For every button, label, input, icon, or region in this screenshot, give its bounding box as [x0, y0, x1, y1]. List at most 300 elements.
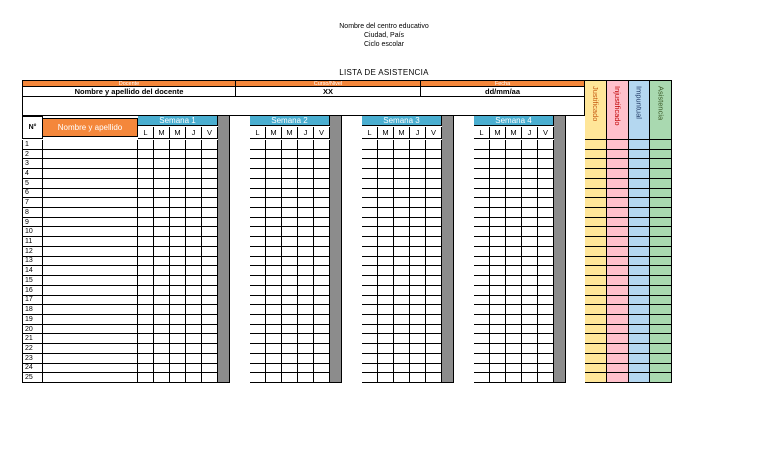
- attendance-cell[interactable]: [506, 140, 522, 150]
- attendance-cell[interactable]: [426, 354, 442, 364]
- summary-cell[interactable]: [585, 227, 607, 237]
- attendance-cell[interactable]: [138, 218, 154, 228]
- summary-cell[interactable]: [629, 354, 651, 364]
- attendance-cell[interactable]: [282, 159, 298, 169]
- attendance-cell[interactable]: [362, 150, 378, 160]
- attendance-cell[interactable]: [474, 373, 490, 383]
- attendance-cell[interactable]: [410, 227, 426, 237]
- summary-cell[interactable]: [585, 344, 607, 354]
- attendance-cell[interactable]: [394, 237, 410, 247]
- attendance-cell[interactable]: [474, 257, 490, 267]
- attendance-cell[interactable]: [490, 364, 506, 374]
- attendance-cell[interactable]: [138, 286, 154, 296]
- attendance-cell[interactable]: [362, 266, 378, 276]
- attendance-cell[interactable]: [154, 169, 170, 179]
- attendance-cell[interactable]: [250, 276, 266, 286]
- attendance-cell[interactable]: [474, 286, 490, 296]
- attendance-cell[interactable]: [282, 373, 298, 383]
- attendance-cell[interactable]: [154, 364, 170, 374]
- attendance-cell[interactable]: [394, 286, 410, 296]
- summary-cell[interactable]: [629, 315, 651, 325]
- attendance-cell[interactable]: [282, 218, 298, 228]
- attendance-cell[interactable]: [394, 296, 410, 306]
- student-name-cell[interactable]: [43, 354, 138, 364]
- summary-cell[interactable]: [650, 276, 672, 286]
- attendance-cell[interactable]: [250, 266, 266, 276]
- summary-cell[interactable]: [607, 159, 629, 169]
- attendance-cell[interactable]: [538, 286, 554, 296]
- attendance-cell[interactable]: [410, 218, 426, 228]
- attendance-cell[interactable]: [202, 325, 218, 335]
- attendance-cell[interactable]: [378, 325, 394, 335]
- summary-cell[interactable]: [650, 257, 672, 267]
- attendance-cell[interactable]: [490, 305, 506, 315]
- attendance-cell[interactable]: [298, 227, 314, 237]
- attendance-cell[interactable]: [410, 344, 426, 354]
- attendance-cell[interactable]: [394, 247, 410, 257]
- attendance-cell[interactable]: [138, 159, 154, 169]
- attendance-cell[interactable]: [138, 169, 154, 179]
- attendance-cell[interactable]: [410, 257, 426, 267]
- attendance-cell[interactable]: [474, 266, 490, 276]
- summary-cell[interactable]: [607, 344, 629, 354]
- attendance-cell[interactable]: [186, 140, 202, 150]
- attendance-cell[interactable]: [426, 169, 442, 179]
- attendance-cell[interactable]: [250, 315, 266, 325]
- attendance-cell[interactable]: [378, 218, 394, 228]
- attendance-cell[interactable]: [186, 198, 202, 208]
- summary-cell[interactable]: [650, 198, 672, 208]
- attendance-cell[interactable]: [314, 208, 330, 218]
- attendance-cell[interactable]: [170, 169, 186, 179]
- attendance-cell[interactable]: [186, 169, 202, 179]
- summary-cell[interactable]: [650, 315, 672, 325]
- attendance-cell[interactable]: [298, 364, 314, 374]
- attendance-cell[interactable]: [474, 198, 490, 208]
- attendance-cell[interactable]: [410, 140, 426, 150]
- attendance-cell[interactable]: [298, 315, 314, 325]
- attendance-cell[interactable]: [522, 354, 538, 364]
- attendance-cell[interactable]: [522, 159, 538, 169]
- attendance-cell[interactable]: [250, 189, 266, 199]
- summary-cell[interactable]: [607, 315, 629, 325]
- attendance-cell[interactable]: [298, 325, 314, 335]
- attendance-cell[interactable]: [282, 227, 298, 237]
- summary-cell[interactable]: [585, 257, 607, 267]
- attendance-cell[interactable]: [170, 344, 186, 354]
- attendance-cell[interactable]: [506, 325, 522, 335]
- attendance-cell[interactable]: [314, 140, 330, 150]
- attendance-cell[interactable]: [314, 179, 330, 189]
- attendance-cell[interactable]: [170, 179, 186, 189]
- attendance-cell[interactable]: [170, 296, 186, 306]
- attendance-cell[interactable]: [314, 364, 330, 374]
- attendance-cell[interactable]: [426, 140, 442, 150]
- attendance-cell[interactable]: [314, 296, 330, 306]
- attendance-cell[interactable]: [362, 237, 378, 247]
- summary-cell[interactable]: [585, 266, 607, 276]
- attendance-cell[interactable]: [298, 276, 314, 286]
- attendance-cell[interactable]: [410, 150, 426, 160]
- summary-cell[interactable]: [607, 237, 629, 247]
- attendance-cell[interactable]: [138, 140, 154, 150]
- attendance-cell[interactable]: [138, 296, 154, 306]
- attendance-cell[interactable]: [314, 198, 330, 208]
- attendance-cell[interactable]: [394, 198, 410, 208]
- attendance-cell[interactable]: [202, 227, 218, 237]
- attendance-cell[interactable]: [186, 334, 202, 344]
- attendance-cell[interactable]: [538, 237, 554, 247]
- summary-cell[interactable]: [650, 189, 672, 199]
- attendance-cell[interactable]: [538, 140, 554, 150]
- summary-cell[interactable]: [629, 189, 651, 199]
- student-name-cell[interactable]: [43, 286, 138, 296]
- summary-cell[interactable]: [629, 208, 651, 218]
- attendance-cell[interactable]: [298, 169, 314, 179]
- attendance-cell[interactable]: [394, 315, 410, 325]
- attendance-cell[interactable]: [170, 266, 186, 276]
- summary-cell[interactable]: [585, 325, 607, 335]
- attendance-cell[interactable]: [314, 276, 330, 286]
- attendance-cell[interactable]: [186, 325, 202, 335]
- attendance-cell[interactable]: [378, 354, 394, 364]
- student-name-cell[interactable]: [43, 276, 138, 286]
- attendance-cell[interactable]: [138, 373, 154, 383]
- attendance-cell[interactable]: [250, 373, 266, 383]
- attendance-cell[interactable]: [378, 257, 394, 267]
- attendance-cell[interactable]: [490, 189, 506, 199]
- attendance-cell[interactable]: [154, 354, 170, 364]
- attendance-cell[interactable]: [506, 198, 522, 208]
- summary-cell[interactable]: [585, 305, 607, 315]
- attendance-cell[interactable]: [426, 227, 442, 237]
- attendance-cell[interactable]: [410, 159, 426, 169]
- attendance-cell[interactable]: [378, 179, 394, 189]
- attendance-cell[interactable]: [250, 208, 266, 218]
- attendance-cell[interactable]: [506, 373, 522, 383]
- attendance-cell[interactable]: [154, 227, 170, 237]
- attendance-cell[interactable]: [250, 334, 266, 344]
- attendance-cell[interactable]: [202, 150, 218, 160]
- summary-cell[interactable]: [629, 364, 651, 374]
- attendance-cell[interactable]: [474, 305, 490, 315]
- attendance-cell[interactable]: [474, 296, 490, 306]
- attendance-cell[interactable]: [490, 296, 506, 306]
- attendance-cell[interactable]: [250, 227, 266, 237]
- attendance-cell[interactable]: [314, 247, 330, 257]
- attendance-cell[interactable]: [202, 140, 218, 150]
- attendance-cell[interactable]: [314, 159, 330, 169]
- attendance-cell[interactable]: [250, 247, 266, 257]
- attendance-cell[interactable]: [474, 354, 490, 364]
- attendance-cell[interactable]: [298, 237, 314, 247]
- attendance-cell[interactable]: [394, 257, 410, 267]
- student-name-cell[interactable]: [43, 315, 138, 325]
- attendance-cell[interactable]: [186, 237, 202, 247]
- attendance-cell[interactable]: [154, 150, 170, 160]
- attendance-cell[interactable]: [138, 247, 154, 257]
- attendance-cell[interactable]: [394, 344, 410, 354]
- attendance-cell[interactable]: [186, 150, 202, 160]
- attendance-cell[interactable]: [474, 237, 490, 247]
- attendance-cell[interactable]: [506, 296, 522, 306]
- student-name-cell[interactable]: [43, 247, 138, 257]
- attendance-cell[interactable]: [522, 169, 538, 179]
- attendance-cell[interactable]: [506, 334, 522, 344]
- attendance-cell[interactable]: [362, 334, 378, 344]
- attendance-cell[interactable]: [506, 266, 522, 276]
- attendance-cell[interactable]: [186, 247, 202, 257]
- attendance-cell[interactable]: [202, 315, 218, 325]
- attendance-cell[interactable]: [538, 189, 554, 199]
- attendance-cell[interactable]: [266, 364, 282, 374]
- attendance-cell[interactable]: [378, 266, 394, 276]
- attendance-cell[interactable]: [362, 189, 378, 199]
- summary-cell[interactable]: [650, 344, 672, 354]
- summary-cell[interactable]: [585, 208, 607, 218]
- attendance-cell[interactable]: [186, 179, 202, 189]
- attendance-cell[interactable]: [426, 373, 442, 383]
- attendance-cell[interactable]: [474, 140, 490, 150]
- attendance-cell[interactable]: [282, 296, 298, 306]
- attendance-cell[interactable]: [522, 208, 538, 218]
- attendance-cell[interactable]: [314, 150, 330, 160]
- attendance-cell[interactable]: [266, 296, 282, 306]
- attendance-cell[interactable]: [282, 315, 298, 325]
- attendance-cell[interactable]: [362, 373, 378, 383]
- attendance-cell[interactable]: [154, 189, 170, 199]
- attendance-cell[interactable]: [506, 257, 522, 267]
- attendance-cell[interactable]: [202, 364, 218, 374]
- attendance-cell[interactable]: [186, 364, 202, 374]
- summary-cell[interactable]: [650, 247, 672, 257]
- student-name-cell[interactable]: [43, 305, 138, 315]
- attendance-cell[interactable]: [394, 276, 410, 286]
- attendance-cell[interactable]: [250, 179, 266, 189]
- attendance-cell[interactable]: [538, 296, 554, 306]
- attendance-cell[interactable]: [154, 315, 170, 325]
- attendance-cell[interactable]: [522, 296, 538, 306]
- attendance-cell[interactable]: [298, 247, 314, 257]
- summary-cell[interactable]: [650, 159, 672, 169]
- attendance-cell[interactable]: [474, 227, 490, 237]
- attendance-cell[interactable]: [202, 276, 218, 286]
- attendance-cell[interactable]: [522, 257, 538, 267]
- attendance-cell[interactable]: [250, 159, 266, 169]
- student-name-cell[interactable]: [43, 179, 138, 189]
- attendance-cell[interactable]: [378, 286, 394, 296]
- attendance-cell[interactable]: [426, 286, 442, 296]
- attendance-cell[interactable]: [394, 266, 410, 276]
- attendance-cell[interactable]: [138, 179, 154, 189]
- attendance-cell[interactable]: [490, 286, 506, 296]
- course-value-cell[interactable]: [236, 87, 421, 97]
- attendance-cell[interactable]: [506, 169, 522, 179]
- attendance-cell[interactable]: [170, 276, 186, 286]
- summary-cell[interactable]: [585, 296, 607, 306]
- student-name-cell[interactable]: [43, 344, 138, 354]
- attendance-cell[interactable]: [490, 150, 506, 160]
- attendance-cell[interactable]: [186, 227, 202, 237]
- attendance-cell[interactable]: [426, 305, 442, 315]
- attendance-cell[interactable]: [362, 198, 378, 208]
- attendance-cell[interactable]: [490, 227, 506, 237]
- attendance-cell[interactable]: [490, 140, 506, 150]
- attendance-cell[interactable]: [138, 364, 154, 374]
- attendance-cell[interactable]: [298, 344, 314, 354]
- attendance-cell[interactable]: [538, 179, 554, 189]
- attendance-cell[interactable]: [154, 159, 170, 169]
- attendance-cell[interactable]: [266, 354, 282, 364]
- attendance-cell[interactable]: [154, 305, 170, 315]
- attendance-cell[interactable]: [410, 247, 426, 257]
- attendance-cell[interactable]: [202, 179, 218, 189]
- student-name-cell[interactable]: [43, 198, 138, 208]
- attendance-cell[interactable]: [394, 305, 410, 315]
- attendance-cell[interactable]: [474, 344, 490, 354]
- attendance-cell[interactable]: [522, 218, 538, 228]
- attendance-cell[interactable]: [266, 208, 282, 218]
- attendance-cell[interactable]: [394, 179, 410, 189]
- attendance-cell[interactable]: [490, 315, 506, 325]
- attendance-cell[interactable]: [522, 364, 538, 374]
- attendance-cell[interactable]: [250, 198, 266, 208]
- attendance-cell[interactable]: [138, 315, 154, 325]
- attendance-cell[interactable]: [314, 325, 330, 335]
- attendance-cell[interactable]: [538, 218, 554, 228]
- attendance-cell[interactable]: [154, 276, 170, 286]
- summary-cell[interactable]: [629, 266, 651, 276]
- attendance-cell[interactable]: [506, 364, 522, 374]
- attendance-cell[interactable]: [282, 334, 298, 344]
- attendance-cell[interactable]: [522, 247, 538, 257]
- student-name-cell[interactable]: [43, 140, 138, 150]
- attendance-cell[interactable]: [266, 266, 282, 276]
- attendance-cell[interactable]: [378, 208, 394, 218]
- attendance-cell[interactable]: [522, 325, 538, 335]
- attendance-cell[interactable]: [538, 354, 554, 364]
- summary-cell[interactable]: [607, 218, 629, 228]
- attendance-cell[interactable]: [410, 237, 426, 247]
- attendance-cell[interactable]: [266, 344, 282, 354]
- summary-cell[interactable]: [607, 286, 629, 296]
- summary-cell[interactable]: [585, 276, 607, 286]
- attendance-cell[interactable]: [378, 296, 394, 306]
- attendance-cell[interactable]: [282, 286, 298, 296]
- attendance-cell[interactable]: [250, 257, 266, 267]
- attendance-cell[interactable]: [362, 305, 378, 315]
- attendance-cell[interactable]: [138, 257, 154, 267]
- attendance-cell[interactable]: [298, 208, 314, 218]
- attendance-cell[interactable]: [410, 305, 426, 315]
- summary-cell[interactable]: [650, 179, 672, 189]
- attendance-cell[interactable]: [506, 208, 522, 218]
- attendance-cell[interactable]: [490, 208, 506, 218]
- attendance-cell[interactable]: [266, 198, 282, 208]
- attendance-cell[interactable]: [138, 344, 154, 354]
- attendance-cell[interactable]: [266, 286, 282, 296]
- summary-cell[interactable]: [607, 247, 629, 257]
- summary-cell[interactable]: [629, 286, 651, 296]
- attendance-cell[interactable]: [378, 237, 394, 247]
- attendance-cell[interactable]: [170, 354, 186, 364]
- summary-cell[interactable]: [629, 227, 651, 237]
- summary-cell[interactable]: [650, 354, 672, 364]
- attendance-cell[interactable]: [362, 286, 378, 296]
- summary-cell[interactable]: [629, 237, 651, 247]
- attendance-cell[interactable]: [426, 315, 442, 325]
- attendance-cell[interactable]: [490, 276, 506, 286]
- attendance-cell[interactable]: [202, 198, 218, 208]
- attendance-cell[interactable]: [266, 257, 282, 267]
- attendance-cell[interactable]: [522, 305, 538, 315]
- attendance-cell[interactable]: [138, 198, 154, 208]
- attendance-cell[interactable]: [506, 276, 522, 286]
- attendance-cell[interactable]: [250, 140, 266, 150]
- attendance-cell[interactable]: [154, 257, 170, 267]
- summary-cell[interactable]: [607, 296, 629, 306]
- attendance-cell[interactable]: [506, 315, 522, 325]
- attendance-cell[interactable]: [362, 296, 378, 306]
- attendance-cell[interactable]: [202, 257, 218, 267]
- summary-cell[interactable]: [650, 169, 672, 179]
- attendance-cell[interactable]: [170, 227, 186, 237]
- summary-cell[interactable]: [629, 159, 651, 169]
- attendance-cell[interactable]: [490, 325, 506, 335]
- attendance-cell[interactable]: [266, 150, 282, 160]
- attendance-cell[interactable]: [490, 198, 506, 208]
- attendance-cell[interactable]: [362, 218, 378, 228]
- attendance-cell[interactable]: [250, 364, 266, 374]
- attendance-cell[interactable]: [170, 286, 186, 296]
- summary-cell[interactable]: [607, 140, 629, 150]
- attendance-cell[interactable]: [362, 208, 378, 218]
- attendance-cell[interactable]: [362, 169, 378, 179]
- attendance-cell[interactable]: [426, 266, 442, 276]
- attendance-cell[interactable]: [426, 247, 442, 257]
- attendance-cell[interactable]: [298, 179, 314, 189]
- attendance-cell[interactable]: [474, 218, 490, 228]
- attendance-cell[interactable]: [266, 305, 282, 315]
- attendance-cell[interactable]: [266, 189, 282, 199]
- attendance-cell[interactable]: [154, 344, 170, 354]
- attendance-cell[interactable]: [282, 325, 298, 335]
- attendance-cell[interactable]: [282, 344, 298, 354]
- summary-cell[interactable]: [650, 305, 672, 315]
- attendance-cell[interactable]: [426, 189, 442, 199]
- attendance-cell[interactable]: [298, 266, 314, 276]
- attendance-cell[interactable]: [170, 189, 186, 199]
- attendance-cell[interactable]: [170, 257, 186, 267]
- attendance-cell[interactable]: [170, 364, 186, 374]
- summary-cell[interactable]: [607, 189, 629, 199]
- attendance-cell[interactable]: [186, 266, 202, 276]
- attendance-cell[interactable]: [410, 266, 426, 276]
- attendance-cell[interactable]: [266, 276, 282, 286]
- attendance-cell[interactable]: [474, 247, 490, 257]
- summary-cell[interactable]: [585, 364, 607, 374]
- summary-cell[interactable]: [650, 364, 672, 374]
- attendance-cell[interactable]: [426, 159, 442, 169]
- attendance-cell[interactable]: [426, 257, 442, 267]
- attendance-cell[interactable]: [314, 218, 330, 228]
- summary-cell[interactable]: [585, 354, 607, 364]
- attendance-cell[interactable]: [362, 364, 378, 374]
- summary-cell[interactable]: [607, 354, 629, 364]
- attendance-cell[interactable]: [426, 296, 442, 306]
- attendance-cell[interactable]: [186, 276, 202, 286]
- attendance-cell[interactable]: [394, 140, 410, 150]
